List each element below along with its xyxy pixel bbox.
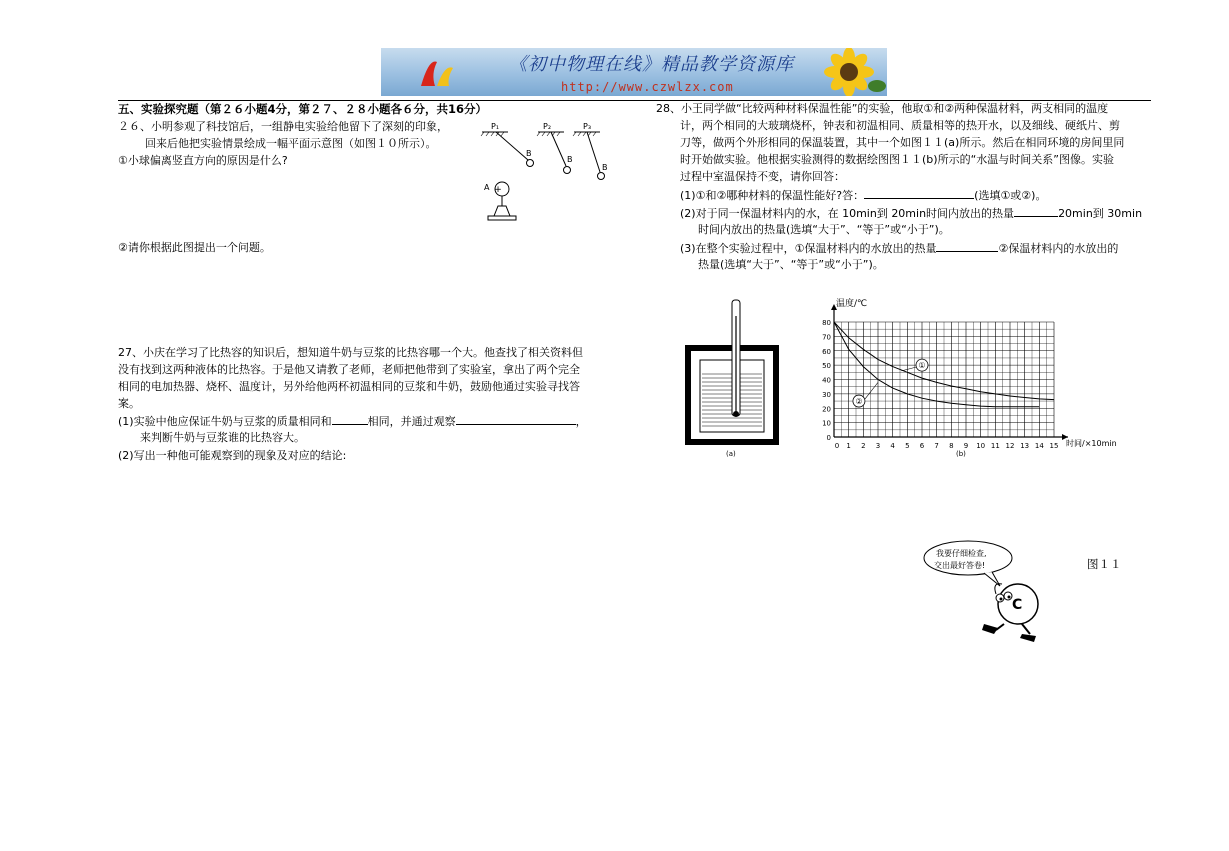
q27-sub1-text-b: 相同，并通过观察 (367, 415, 456, 428)
label-b3: B (602, 163, 608, 172)
fig-b-label: (b) (956, 450, 966, 458)
x-tick-label: 13 (1020, 442, 1030, 450)
x-tick-label: 6 (919, 442, 925, 450)
y-tick-label: 80 (822, 319, 831, 327)
x-tick-label: 2 (861, 442, 866, 450)
series-2-annotation: ② (855, 397, 863, 407)
q27-line4: 案。 (118, 397, 140, 410)
sunflower-icon (811, 48, 887, 96)
y-tick-label: 40 (822, 376, 831, 385)
chart-ticks (822, 319, 1058, 450)
logo-icon (415, 52, 459, 92)
x-tick-label: 5 (905, 442, 910, 450)
x-tick-label: 14 (1034, 442, 1044, 450)
label-a: A (484, 183, 490, 192)
q28-sub2-text-b: 20min到 30min (1058, 207, 1143, 220)
series-1-leader (901, 367, 916, 371)
x-tick-label: 8 (949, 442, 954, 450)
mascot-speech-1: 我要仔细检查, (936, 549, 987, 558)
q27-sub1-cont: 来判断牛奶与豆浆谁的比热容大。 (140, 431, 305, 444)
figure-10-electrostatic (478, 120, 618, 228)
y-tick-label: 70 (822, 333, 831, 342)
q28-line3: 刀等，做两个外形相同的保温装置，其中一个如图１１(a)所示。然后在相同环境的房间里同 (680, 136, 1125, 149)
q28-line5: 过程中室温保持不变，请你回答： (680, 170, 845, 183)
q28-blank-2[interactable] (1014, 204, 1058, 217)
section-heading: 五、实验探究题（第２６小题4分，第２７、２８小题各６分，共16分） (118, 102, 488, 116)
q28-sub1-text-b: (选填①或②)。 (974, 189, 1047, 202)
series-1-annotation: ① (918, 361, 926, 371)
label-p1: P₁ (491, 122, 500, 131)
q27-sub1-text-c: ， (575, 415, 587, 428)
fig-a-label: (a) (726, 450, 736, 458)
x-tick-label: 3 (875, 442, 881, 450)
q26-sub2: ②请你根据此图提出一个问题。 (118, 241, 271, 254)
figure-11-caption: 图１１ (1087, 557, 1122, 571)
q26-line1: ２６、小明参观了科技馆后，一组静电实验给他留下了深刻的印象， (118, 120, 448, 133)
banner-title: 《初中物理在线》精品教学资源库 (509, 54, 794, 75)
x-tick-label: 12 (1005, 442, 1015, 450)
q27-line3: 相同的电加热器、烧杯、温度计，另外给他两杯初温相同的豆浆和牛奶，鼓励他通过实验寻找答 (118, 380, 580, 393)
q28-sub3-text-b: ②保温材料内的水放出的 (998, 242, 1119, 255)
q28-sub1 (680, 186, 1046, 204)
label-p3: P₃ (583, 122, 592, 131)
q28-blank-1[interactable] (864, 186, 974, 199)
q28-sub3 (680, 239, 1118, 257)
q26-sub1: ①小球偏离竖直方向的原因是什么? (118, 154, 288, 167)
label-p2: P₂ (543, 122, 552, 131)
y-tick-label: 30 (822, 390, 831, 399)
q28-line1: 28、小王同学做“比较两种材料保温性能”的实验，他取①和②两种保温材料，两支相同的温度 (656, 102, 1109, 115)
y-tick-label: 20 (822, 405, 831, 414)
figure-11a-apparatus (680, 296, 780, 460)
mascot-letter: C (1012, 597, 1023, 613)
x-tick-label: 11 (990, 442, 1000, 450)
q27-sub1 (118, 412, 587, 430)
x-tick-label: 15 (1049, 442, 1059, 450)
y-tick-label: 0 (826, 434, 831, 442)
q28-sub3-text-a: (3)在整个实验过程中，①保温材料内的水放出的热量 (680, 242, 937, 255)
q27-sub2: (2)写出一种他可能观察到的现象及对应的结论: (118, 449, 347, 462)
figure-11b-chart (804, 296, 1134, 460)
banner-url: http://www.czwlzx.com (561, 80, 734, 94)
q28-sub2 (680, 204, 1142, 222)
y-tick-label: 10 (822, 419, 831, 428)
q28-line2: 计，两个相同的大玻璃烧杯，钟表和初温相同、质量相等的热开水，以及细线、硬纸片、剪 (680, 119, 1120, 132)
x-tick-label: 4 (890, 442, 895, 450)
y-tick-label: 50 (822, 362, 831, 371)
y-axis-label: 温度/℃ (836, 299, 868, 309)
series-2-leader (865, 382, 878, 399)
label-b2: B (567, 155, 573, 164)
mascot-speech-2: 交出最好答卷! (934, 561, 986, 570)
chart-axes (831, 304, 1068, 440)
q28-sub2-text-a: (2)对于同一保温材料内的水，在 10min到 20min时间内放出的热量 (680, 207, 1015, 220)
q27-sub1-text-a: (1)实验中他应保证牛奶与豆浆的质量相同和 (118, 415, 332, 428)
mascot-illustration (922, 538, 1052, 650)
q28-sub3-cont: 热量(选填“大于”、“等于”或“小于”)。 (698, 258, 884, 271)
label-b1: B (526, 149, 532, 158)
x-tick-label: 0 (834, 442, 840, 450)
header-banner (381, 48, 887, 96)
x-axis-label: 时间/×10min (1066, 439, 1117, 448)
x-tick-label: 1 (846, 442, 851, 450)
y-tick-label: 60 (822, 347, 831, 356)
q27-line1: 27、小庆在学习了比热容的知识后，想知道牛奶与豆浆的比热容哪一个大。他查找了相关资料但 (118, 346, 583, 359)
x-tick-label: 9 (963, 442, 969, 450)
q28-sub1-text-a: (1)①和②哪种材料的保温性能好?答： (680, 189, 865, 202)
svg-text:+: + (494, 185, 502, 195)
chart-grid (834, 322, 1054, 437)
q28-sub2-cont: 时间内放出的热量(选填“大于”、“等于”或“小于”)。 (698, 223, 950, 236)
q27-blank-1[interactable] (332, 412, 368, 425)
q27-blank-2[interactable] (456, 412, 576, 425)
q26-line2: 回来后他把实验情景绘成一幅平面示意图（如图１０所示）。 (145, 137, 437, 150)
x-tick-label: 10 (976, 442, 986, 450)
x-tick-label: 7 (934, 442, 939, 450)
q28-blank-3[interactable] (936, 239, 998, 252)
q27-line2: 没有找到这两种液体的比热容。于是他又请教了老师，老师把他带到了实验室，拿出了两个完全 (118, 363, 580, 376)
q28-line4: 时开始做实验。他根据实验测得的数据绘图图１１(b)所示的“水温与时间关系”图像。实验 (680, 153, 1114, 166)
